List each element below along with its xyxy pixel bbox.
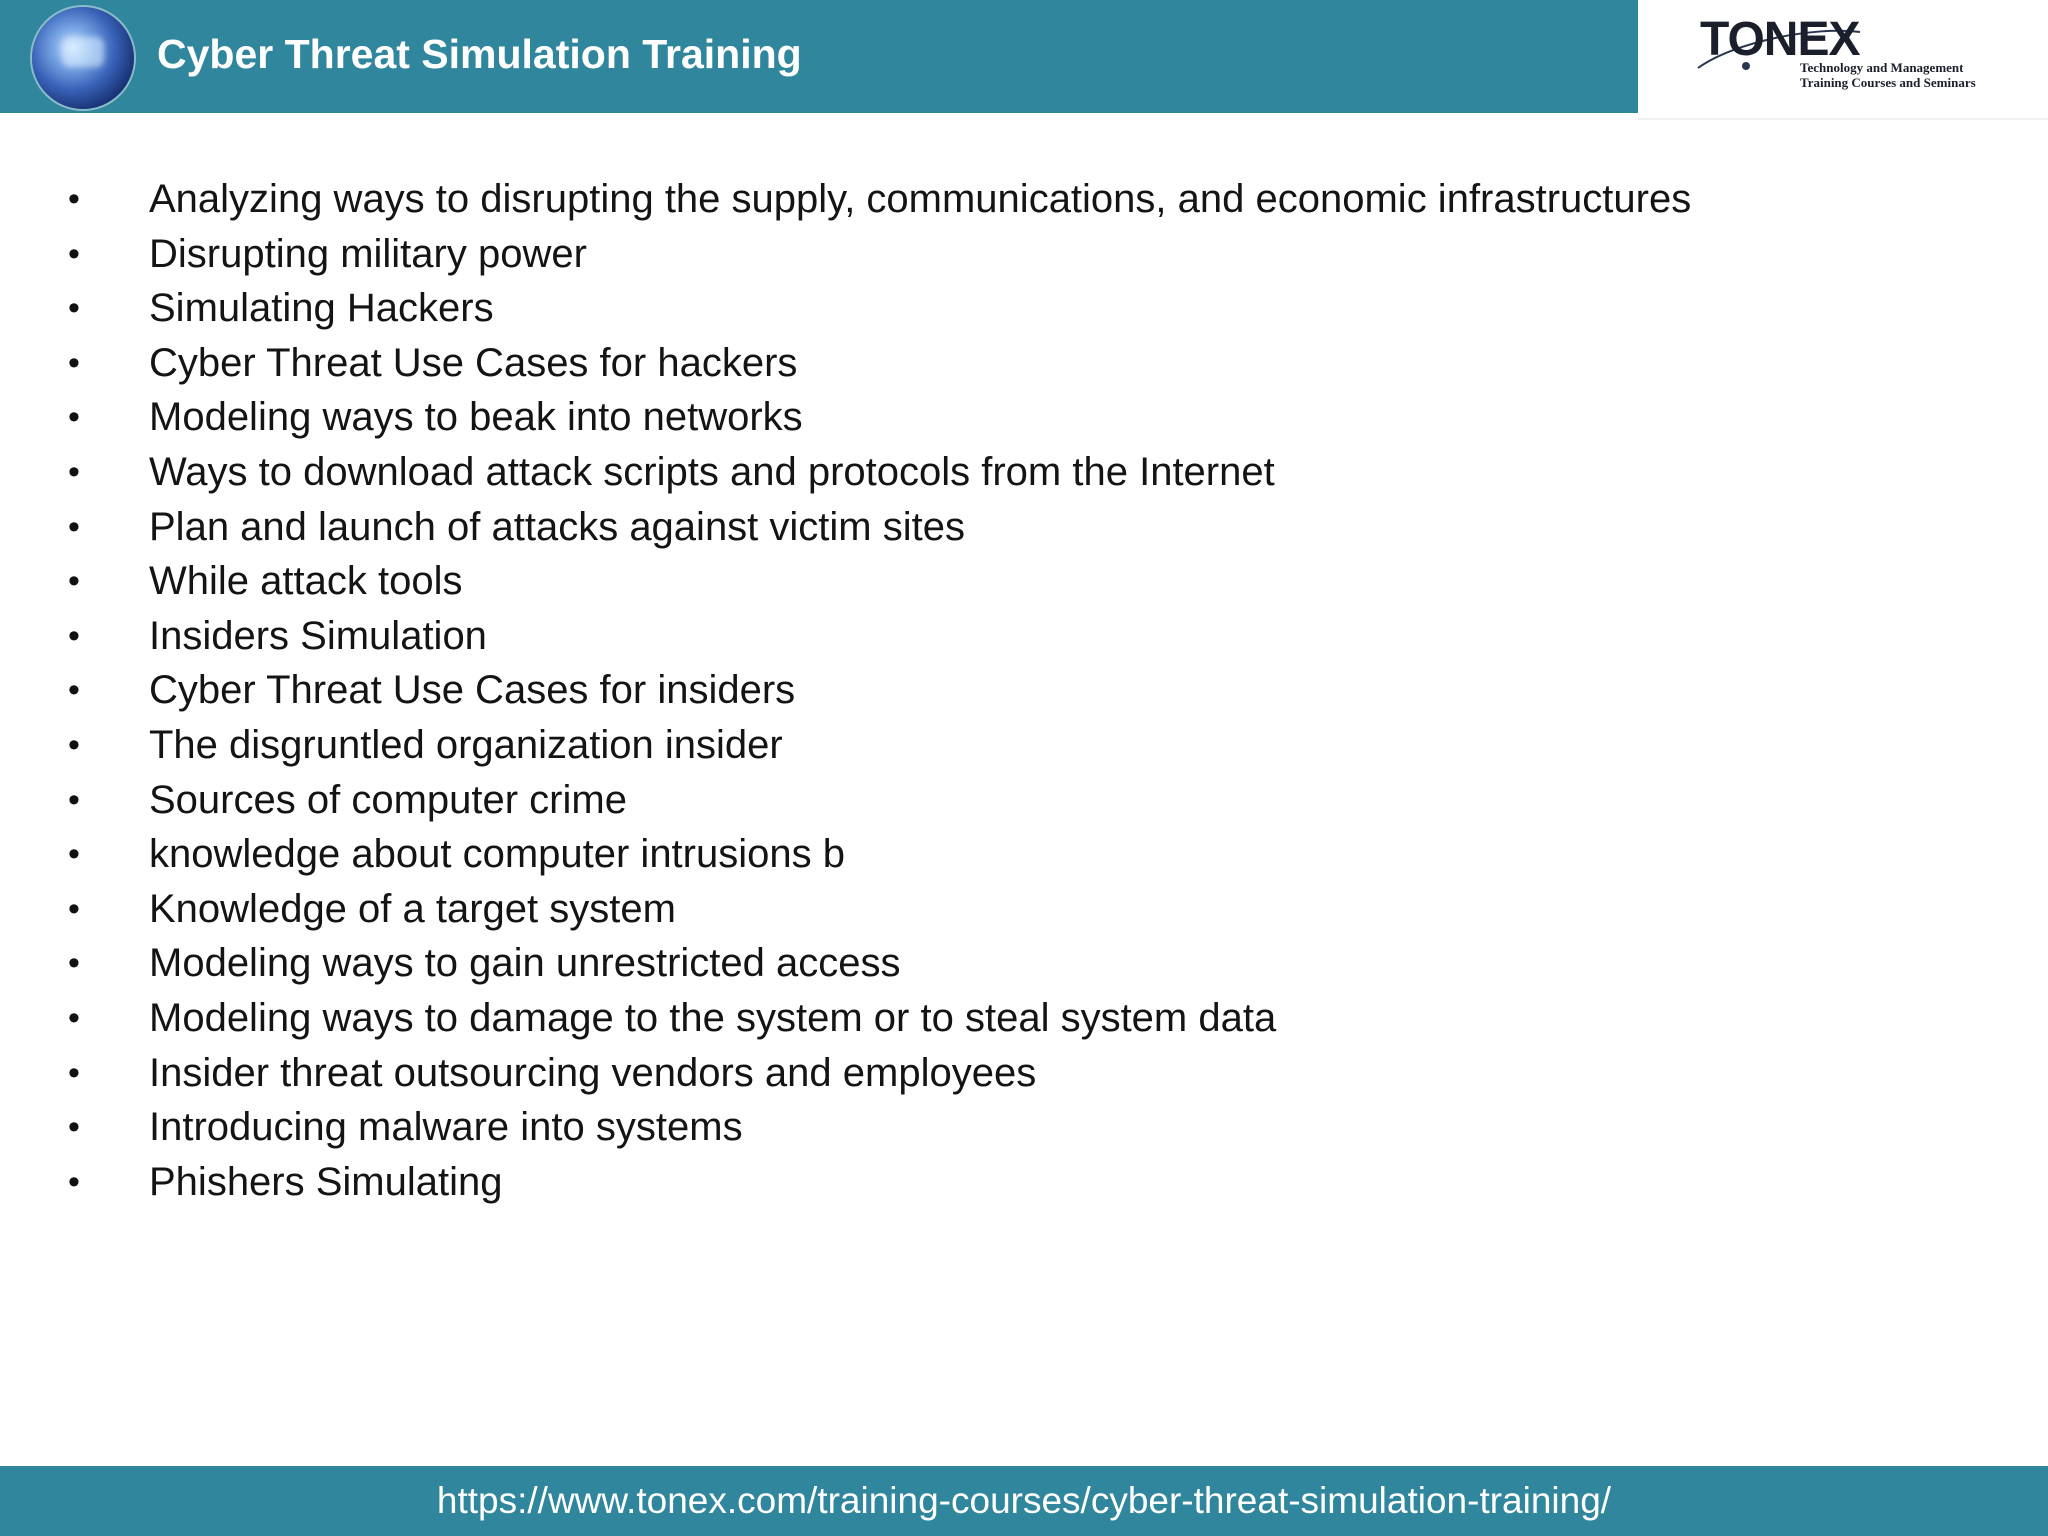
list-item-text: Sources of computer crime — [149, 777, 627, 822]
bullet-dot-icon: • — [68, 998, 80, 1037]
bullet-dot-icon: • — [68, 562, 80, 601]
tonex-logo — [1638, 0, 2048, 120]
list-item-text: Simulating Hackers — [149, 286, 494, 331]
bullet-dot-icon: • — [68, 398, 80, 437]
list-item-text: knowledge about computer intrusions b — [149, 832, 845, 877]
bullet-dot-icon: • — [68, 343, 80, 382]
list-item-text: The disgruntled organization insider — [149, 722, 783, 767]
bullet-dot-icon: • — [68, 507, 80, 546]
list-item-text: Phishers Simulating — [149, 1159, 503, 1204]
list-item-text: Analyzing ways to disrupting the supply, communications, and economic infrastructures — [149, 177, 1692, 221]
bullet-dot-icon: • — [68, 234, 80, 273]
list-item-text: Ways to download attack scripts and protocols from the Internet — [149, 449, 1275, 494]
bullet-dot-icon: • — [68, 944, 80, 983]
bullet-dot-icon: • — [68, 1162, 80, 1201]
bullet-dot-icon: • — [68, 835, 80, 874]
bullet-dot-icon: • — [68, 452, 80, 491]
bullet-dot-icon: • — [68, 780, 80, 819]
footer-url: https://www.tonex.com/training-courses/cyber-threat-simulation-training/ — [436, 1480, 1612, 1521]
list-item-text: Introducing malware into systems — [149, 1105, 743, 1150]
footer-bar — [0, 1466, 2048, 1536]
bullet-dot-icon: • — [68, 180, 80, 218]
list-item-text: Insiders Simulation — [149, 613, 487, 658]
bullet-dot-icon: • — [68, 1108, 80, 1147]
cyber-globe-icon — [32, 7, 134, 109]
bullet-dot-icon: • — [68, 616, 80, 655]
bullet-dot-icon: • — [68, 289, 80, 328]
list-item-text: Cyber Threat Use Cases for insiders — [149, 668, 796, 713]
slide-title: Cyber Threat Simulation Training — [157, 31, 802, 77]
list-item-text: Cyber Threat Use Cases for hackers — [149, 340, 798, 385]
list-item-text: While attack tools — [149, 559, 463, 604]
logo-tagline-1: Technology and Management — [1800, 60, 1964, 75]
logo-tagline-2: Training Courses and Seminars — [1800, 75, 1976, 90]
list-item-text: Knowledge of a target system — [149, 886, 676, 931]
list-item-text: Insider threat outsourcing vendors and employees — [149, 1050, 1037, 1095]
list-item-text: Modeling ways to beak into networks — [149, 395, 803, 440]
header-bar — [0, 0, 1638, 113]
bullet-dot-icon: • — [68, 889, 80, 928]
list-item-text: Plan and launch of attacks against victim sites — [149, 504, 965, 549]
list-item-text: Modeling ways to gain unrestricted access — [149, 941, 901, 986]
bullet-dot-icon: • — [68, 725, 80, 764]
logo-wordmark: TONEX — [1700, 13, 1860, 66]
bullet-dot-icon: • — [68, 1053, 80, 1092]
list-item-text: Disrupting military power — [149, 231, 587, 276]
list-item-text: Modeling ways to damage to the system or to steal system data — [149, 995, 1277, 1040]
bullet-dot-icon: • — [68, 671, 80, 710]
